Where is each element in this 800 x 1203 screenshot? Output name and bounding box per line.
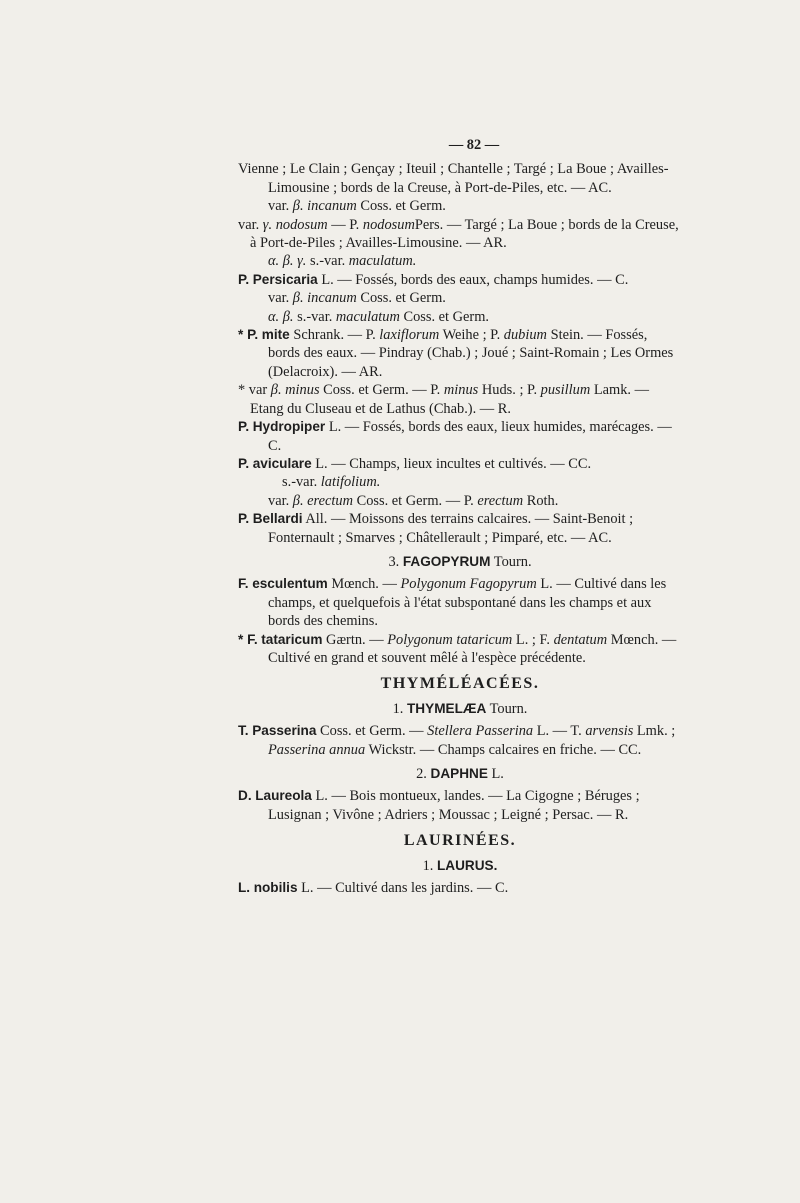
species-entry-laureola: D. Laureola L. — Bois montueux, landes. — La Cigogne ; Béruges ; Lusignan ; Vivône ; Adriers ; Moussac ; Leigné ; Persac. — R.	[238, 788, 640, 823]
variety-line: var. β. incanum Coss. et Germ.	[268, 290, 446, 307]
genus-heading-daphne: 2. DAPHNE L.	[416, 766, 504, 782]
variety-line: * var β. minus Coss. et Germ. — P. minus Huds. ; P. pusillum Lamk. — Etang du Cluseau et de Lathus (Chab.). — R.	[238, 382, 649, 417]
variety-line: α. β. γ. s.-var. maculatum.	[268, 253, 417, 270]
genus-heading-thymelaea: 1. THYMELÆA Tourn.	[392, 700, 528, 717]
species-entry-nobilis: L. nobilis L. — Cultivé dans les jardins. — C.	[238, 880, 509, 897]
entry-continuation: Vienne ; Le Clain ; Gençay ; Iteuil ; Chantelle ; Targé ; La Boue ; Availles-Limousine ; bords de la Creuse, à Port-de-Piles, etc. — AC.	[238, 161, 669, 196]
page-number: — 82 —	[448, 137, 500, 153]
species-entry-tataricum: * F. tataricum Gærtn. — Polygonum tataricum L. ; F. dentatum Mœnch. — Cultivé en grand et souvent mêlé à l'espèce précédente.	[238, 631, 677, 666]
genus-heading-fagopyrum: 3. FAGOPYRUM Tourn.	[388, 553, 532, 570]
variety-line: α. β. s.-var. maculatum Coss. et Germ.	[268, 308, 490, 325]
species-entry-esculentum: F. esculentum Mœnch. — Polygonum Fagopyrum L. — Cultivé dans les champs, et quelquefois à l'état subspontané dans les champs et aux bords des chemins.	[238, 576, 667, 630]
variety-line: var. β. incanum Coss. et Germ.	[268, 198, 446, 215]
species-entry-hydropiper: P. Hydropiper L. — Fossés, bords des eaux, lieux humides, marécages. — C.	[238, 419, 672, 454]
species-entry-aviculare: P. aviculare L. — Champs, lieux incultes et cultivés. — CC.	[238, 455, 592, 472]
variety-line: var. β. erectum Coss. et Germ. — P. erectum Roth.	[268, 492, 559, 509]
variety-line: var. γ. nodosum — P. nodosumPers. — Targé ; La Boue ; bords de la Creuse, à Port-de-Piles ; Availles-Limousine. — AR.	[238, 216, 679, 252]
species-entry-persicaria: P. Persicaria L. — Fossés, bords des eaux, champs humides. — C.	[238, 271, 629, 288]
family-heading-thymeleacees: THYMÉLÉACÉES.	[380, 675, 540, 693]
species-entry-mite: * P. mite Schrank. — P. laxiflorum Weihe ; P. dubium Stein. — Fossés, bords des eaux. — Pindray (Chab.) ; Joué ; Saint-Romain ; Les Ormes (Delacroix). — AR.	[238, 327, 674, 380]
species-entry-bellardi: P. Bellardi All. — Moissons des terrains calcaires. — Saint-Benoit ; Fonternault ; Smarves ; Châtellerault ; Pimparé, etc. — AC.	[238, 511, 634, 546]
family-heading-laurinees: LAURINÉES.	[403, 832, 517, 850]
variety-line: s.-var. latifolium.	[282, 474, 381, 491]
species-entry-passerina: T. Passerina Coss. et Germ. — Stellera Passerina L. — T. arvensis Lmk. ; Passerina annua Wickstr. — Champs calcaires en friche. — CC.	[238, 723, 676, 758]
genus-heading-laurus: 1. LAURUS.	[422, 857, 498, 874]
page-text	[238, 136, 682, 897]
